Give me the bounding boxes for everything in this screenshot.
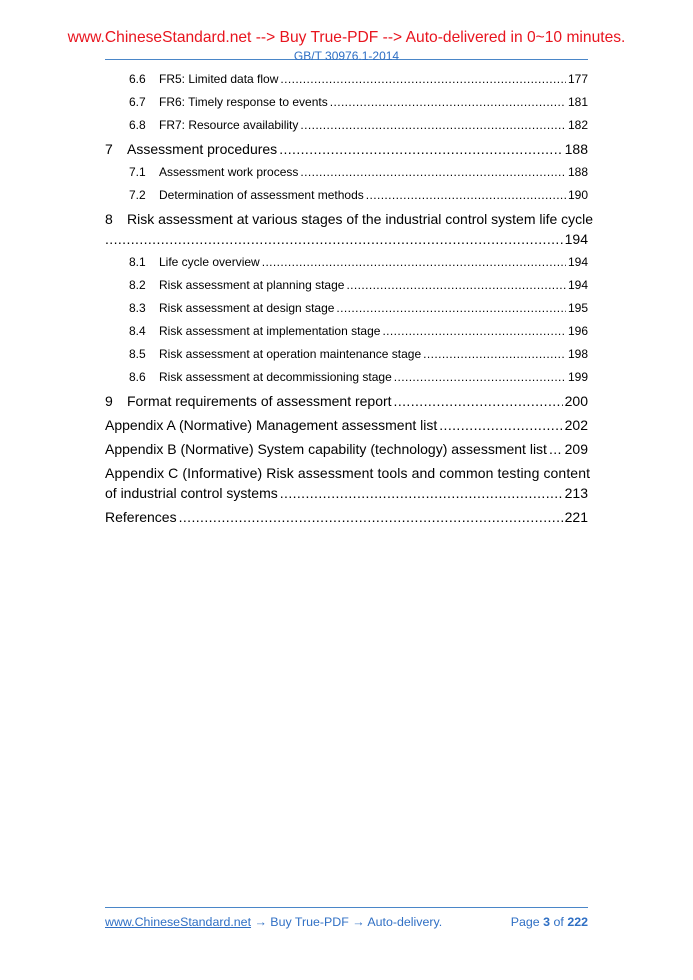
toc-page-number: 188 xyxy=(564,141,588,157)
total-pages: 222 xyxy=(567,915,588,929)
toc-entry-6-7[interactable]: 6.7 FR6: Timely response to events ..... 181 xyxy=(105,95,588,109)
toc-page-number: 194 xyxy=(564,231,588,247)
footer-site-link[interactable]: www.ChineseStandard.net xyxy=(105,915,252,929)
toc-entry-8-2[interactable]: 8.2 Risk assessment at planning stage ..... 194 xyxy=(105,278,588,292)
toc-page-number: 194 xyxy=(567,278,588,292)
toc-page-number: 202 xyxy=(564,417,588,433)
toc-entry-7-1[interactable]: 7.1 Assessment work process ..... 188 xyxy=(105,165,588,179)
toc-entry-8[interactable]: 8 Risk assessment at various stages of the industrial control system life cycle ..... 194 xyxy=(105,211,588,247)
toc-page-number: 198 xyxy=(567,347,588,361)
toc-entry-8-6[interactable]: 8.6 Risk assessment at decommissioning stage ..... 199 xyxy=(105,370,588,384)
toc-page-number: 188 xyxy=(567,165,588,179)
table-of-contents xyxy=(105,72,594,533)
toc-number: 8 xyxy=(105,211,113,227)
toc-entry-appendix-b[interactable]: Appendix B (Normative) System capability (technology) assessment list ..... 209 xyxy=(105,441,588,457)
toc-page-number: 196 xyxy=(567,324,588,338)
toc-entry-8-4[interactable]: 8.4 Risk assessment at implementation stage ..... 196 xyxy=(105,324,588,338)
standard-code: GB/T 30976.1-2014 xyxy=(293,49,400,63)
toc-entry-appendix-c[interactable]: Appendix C (Informative) Risk assessment tools and common testing content of industrial control systems ..... 213 xyxy=(105,465,588,501)
toc-page-number: 199 xyxy=(567,370,588,384)
toc-entry-references[interactable]: References ..... 221 xyxy=(105,509,588,525)
toc-entry-9[interactable]: 9 Format requirements of assessment report ..... 200 xyxy=(105,393,588,409)
toc-entry-appendix-a[interactable]: Appendix A (Normative) Management assessment list ..... 202 xyxy=(105,417,588,433)
toc-page-number: 181 xyxy=(567,95,588,109)
toc-entry-8-1[interactable]: 8.1 Life cycle overview ..... 194 xyxy=(105,255,588,269)
toc-page-number: 213 xyxy=(564,485,588,501)
toc-page-number: 195 xyxy=(567,301,588,315)
toc-page-number: 182 xyxy=(567,118,588,132)
toc-page-number: 190 xyxy=(567,188,588,202)
toc-entry-6-6[interactable]: 6.6 FR5: Limited data flow ..... 177 xyxy=(105,72,588,86)
toc-page-number: 194 xyxy=(567,255,588,269)
toc-entry-7[interactable]: 7 Assessment procedures ..... 188 xyxy=(105,141,588,157)
current-page: 3 xyxy=(543,915,551,929)
toc-page-number: 209 xyxy=(564,441,588,457)
footer-promo: www.ChineseStandard.net → Buy True-PDF → Auto-delivery. xyxy=(105,915,443,929)
toc-entry-6-8[interactable]: 6.8 FR7: Resource availability ..... 182 xyxy=(105,118,588,132)
toc-entry-7-2[interactable]: 7.2 Determination of assessment methods ..... 190 xyxy=(105,188,588,202)
appendix-c-title-line1: Appendix C (Informative) Risk assessment tools and common testing content xyxy=(105,465,591,481)
promo-banner[interactable]: www.ChineseStandard.net --> Buy True-PDF --> Auto-delivered in 0~10 minutes. xyxy=(67,29,626,46)
page-indicator: Page 3 of 222 xyxy=(510,915,588,929)
toc-page-number: 200 xyxy=(564,393,588,409)
footer-divider xyxy=(105,907,588,908)
toc-entry-8-3[interactable]: 8.3 Risk assessment at design stage ..... 195 xyxy=(105,301,588,315)
toc-page-number: 221 xyxy=(564,509,588,525)
toc-entry-8-5[interactable]: 8.5 Risk assessment at operation maintenance stage ..... 198 xyxy=(105,347,588,361)
toc-page-number: 177 xyxy=(567,72,588,86)
